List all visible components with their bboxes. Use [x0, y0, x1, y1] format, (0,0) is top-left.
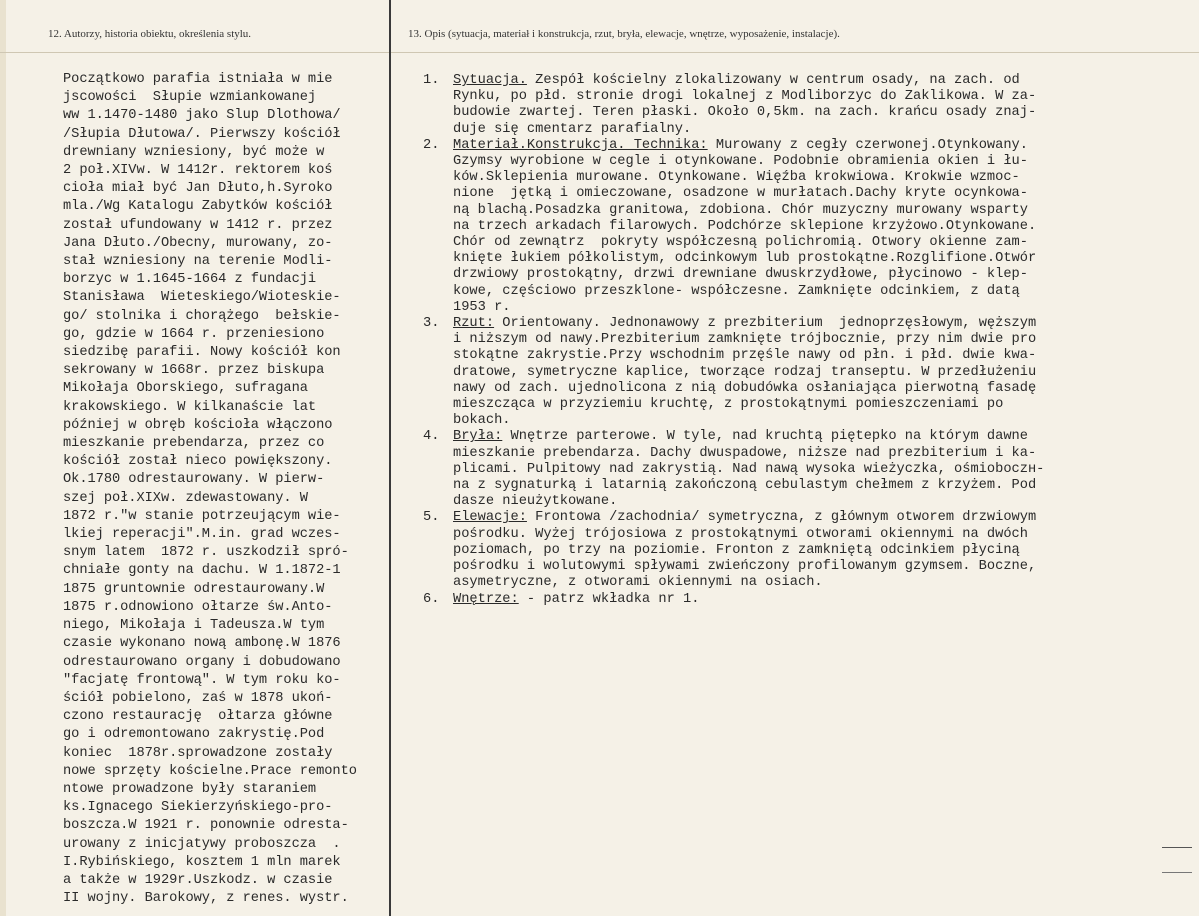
item-line: kowe, częściowo przeszklone- współczesne. Zamknięte odcinkiem, z datą [453, 283, 1020, 299]
item-line: pośrodku i wolutowymi spływami zwieńczony profilowanym gzymsem. Boczne, [453, 559, 1037, 575]
item-text: - patrz wkładka nr 1. [518, 591, 700, 607]
item-line [453, 73, 1193, 89]
item-line: nawy od zach. ujednolicona z nią dobudówka osłaniająca pierwotną fasadę [453, 380, 1037, 396]
margin-mark [1162, 847, 1192, 848]
item-label: Wnętrze: [453, 591, 519, 607]
item-label: Rzut: [453, 316, 495, 332]
item-number: 2. [423, 137, 440, 153]
history-line: jscowości Słupie wzmiankowanej [63, 90, 317, 106]
paper-edge [0, 0, 6, 916]
item-text: Wnętrze parterowe. W tyle, nad kruchtą piętерko na którym dawne [502, 429, 1028, 445]
history-line: stał wzniesiony na terenie Modli- [63, 254, 333, 270]
history-line: ww 1.1470-1480 jako Slup Dlothowa/ [63, 108, 341, 124]
item-text: Zespół kościelny zlokalizowany w centrum osady, na zach. od [526, 73, 1020, 88]
item-number: 3. [423, 316, 440, 332]
history-line: chniałe gonty na dachu. W 1.1872-1 [63, 563, 341, 579]
item-line: pośrodku. Wyżej trójosiowa z prostokątnymi otworami okiennymi na dwóch [453, 526, 1028, 542]
history-line: ntowe prowadzone były staraniem [63, 781, 317, 797]
history-line: Początkowo parafia istniała w mie [63, 72, 333, 87]
item-label: Bryła: [453, 429, 503, 445]
history-line: kościół został nieco powiększony. [63, 454, 333, 470]
item-line: budowie zwartej. Teren płaski. Około 0,5km. na zach. krańcu osady znaj- [453, 105, 1037, 121]
item-line: stokątne zakrystie.Przy wschodnim przęśle nawy od płn. i płd. dwie kwa- [453, 348, 1037, 364]
item-label: Sytuacja. [453, 73, 527, 88]
description-item [423, 592, 1193, 608]
item-line: drzwiowy prostokątny, drzwi drewniane dwuskrzydłowe, płycinowo - klep- [453, 267, 1028, 283]
item-line: na z sygnaturką i latarnią zakończoną cebulastym chełmem z krzyżem. Pod [453, 478, 1037, 494]
history-text [63, 71, 403, 908]
history-line: snym latem 1872 r. uszkodził spró- [63, 545, 349, 561]
item-text: Murowany z cegły czerwonej.Otynkowany. [707, 137, 1028, 153]
item-line: knięte łukiem półkolistym, odcinkowym lub prostokątne.Rozglifione.Otwór [453, 251, 1037, 267]
item-line [453, 138, 1193, 154]
history-line: boszcza.W 1921 r. ponownie odresta- [63, 818, 349, 834]
item-line: ków.Sklepienia murowane. Otynkowane. Więźba krokwiowa. Krokwie wzmoc- [453, 170, 1020, 186]
item-line: i niższym od nawy.Prezbiterium zamknięte trójbocznie, przy nim dwie pro [453, 332, 1037, 348]
history-line: Mikołaja Oborskiego, sufragana [63, 381, 308, 397]
history-line: urowany z inicjatywy proboszcza . [63, 836, 341, 852]
item-line [453, 429, 1193, 445]
history-line: później w obręb kościoła włączono [63, 417, 333, 433]
item-line: poziomach, po trzy na poziomie. Fronton z zamkniętą odcinkiem płyciną [453, 542, 1020, 558]
item-line: ną blachą.Posadzka granitowa, zdobiona. Chór muzyczny murowany wsparty [453, 202, 1028, 218]
history-line: Ok.1780 odrestaurowany. W pierw- [63, 472, 325, 488]
history-line: 1875 gruntownie odrestaurowany.W [63, 581, 325, 597]
item-line: mieszcząca w przyziemiu kruchtę, z prostokątnymi pomieszczeniami po [453, 397, 1004, 413]
history-line: czasie wykonano nową ambonę.W 1876 [63, 636, 341, 652]
item-number: 5. [423, 510, 440, 526]
history-line: mieszkanie prebendarza, przez co [63, 436, 325, 452]
item-line: duje się cmentarz parafialny. [453, 121, 692, 137]
history-line: nowe sprzęty kościelne.Prace remonto [63, 763, 357, 779]
item-line: asymetryczne, z otworami okiennymi na osiach. [453, 575, 823, 591]
history-line: ks.Ignacego Siekierzyńskiego-pro- [63, 800, 333, 816]
history-line: ściół pobielono, zaś w 1878 ukoń- [63, 690, 333, 706]
item-line: bokach. [453, 413, 511, 429]
description-text [423, 73, 1193, 608]
section-13-header: 13. Opis (sytuacja, materiał i konstrukcja, rzut, bryła, elewacje, wnętrze, wyposażenie, instalacje). [408, 28, 840, 40]
history-line: czono restaurację ołtarza główne [63, 709, 333, 725]
history-line: sekrowany w 1668r. przez biskupa [63, 363, 325, 379]
history-line: 1875 r.odnowiono ołtarze św.Anto- [63, 599, 333, 615]
history-line: został ufundowany w 1412 r. przez [63, 217, 333, 233]
history-line: koniec 1878r.sprowadzone zostały [63, 745, 333, 761]
description-item [423, 316, 1193, 429]
item-line [453, 316, 1193, 332]
history-line: mla./Wg Katalogu Zabytków kościół [63, 199, 333, 215]
history-line: go i odremontowano zakrystię.Pod [63, 727, 325, 743]
history-line: borzyc w 1.1645-1664 z fundacji [63, 272, 317, 288]
history-line: krakowskiego. W kilkanaście lat [63, 399, 317, 415]
history-line: I.Rybińskiego, kosztem 1 mln marek [63, 854, 341, 870]
history-line: cioła miał być Jan Dłuto,h.Syroko [63, 181, 333, 197]
history-line: drewniany wzniesiony, być może w [63, 144, 325, 160]
item-line: 1953 r. [453, 299, 511, 315]
history-line: lkiej reperacji".M.in. grad wczes- [63, 527, 341, 543]
history-line: niego, Mikołaja i Tadeusza.W tym [63, 618, 325, 634]
item-line: mieszkanie prebendarza. Dachy dwuspadowe, niższe nad prezbiterium i ka- [453, 445, 1037, 461]
history-line: 2 poł.XIVw. W 1412r. rektorem koś [63, 163, 333, 179]
history-line: odrestaurowano organy i dobudowano [63, 654, 341, 670]
history-line: a także w 1929r.Uszkodz. w czasie [63, 872, 333, 888]
description-item [423, 510, 1193, 591]
description-item [423, 429, 1193, 510]
history-line: 1872 r."w stanie potrzeującym wie- [63, 508, 341, 524]
item-line: Gzymsy wyrobione w cegle i otynkowane. Podobnie obramienia okien i łu- [453, 154, 1028, 170]
section-12-header: 12. Autorzy, historia obiektu, określenia stylu. [48, 28, 252, 40]
item-text: Orientowany. Jednonawowy z prezbiterium jednoprzęsłowym, węższym [494, 316, 1037, 332]
item-line: Rynku, po płd. stronie drogi lokalnej z Modliborzyc do Zaklikowa. W za- [453, 89, 1037, 105]
item-label: Materiał.Konstrukcja. Technika: [453, 137, 708, 153]
item-line: Chór od zewnątrz pokryty współczesną polichromią. Otwory okienne zam- [453, 235, 1028, 251]
item-number: 4. [423, 429, 440, 445]
item-line [453, 510, 1193, 526]
item-text: Frontowa /zachodnia/ symetryczna, z głównym otworem drzwiowym [526, 510, 1037, 526]
item-number: 1. [423, 73, 440, 88]
history-line: Stanisława Wieteskiego/Wioteskie- [63, 290, 341, 306]
history-line: II wojny. Barokowy, z renes. wystr. [63, 891, 349, 907]
history-line: siedzibę parafii. Nowy kościół kon [63, 345, 341, 361]
item-line: dratowe, symetryczne kaplice, tworzące rodzaj transeptu. W przedłużeniu [453, 364, 1037, 380]
header-rule [0, 52, 1199, 53]
history-line: go, gdzie w 1664 r. przeniesiono [63, 326, 325, 342]
margin-mark [1162, 872, 1192, 873]
history-line: go/ stolnika i chorążego bełskie- [63, 308, 341, 324]
history-line: Jana Dłuto./Obecny, murowany, zo- [63, 235, 333, 251]
item-line [453, 592, 1193, 608]
item-number: 6. [423, 591, 440, 607]
history-line: "facjatę frontową". W tym roku ko- [63, 672, 341, 688]
item-label: Elewacje: [453, 510, 527, 526]
item-line: dasze nieużytkowane. [453, 494, 618, 510]
item-line: plicami. Pulpitowy nad zakrystią. Nad nawą wysoka wieżyczka, ośmioboczн- [453, 461, 1045, 477]
description-item [423, 73, 1193, 138]
description-item [423, 138, 1193, 316]
item-line: nione jętką i omieczowane, osadzone w murłatach.Dachy kryte ocynkowa- [453, 186, 1028, 202]
history-line: /Słupia Dłutowa/. Pierwszy kościół [63, 126, 341, 142]
item-line: na trzech arkadach filarowych. Podchórze sklepione krzyżowo.Otynkowane. [453, 218, 1037, 234]
history-line: szej poł.XIXw. zdewastowany. W [63, 490, 308, 506]
